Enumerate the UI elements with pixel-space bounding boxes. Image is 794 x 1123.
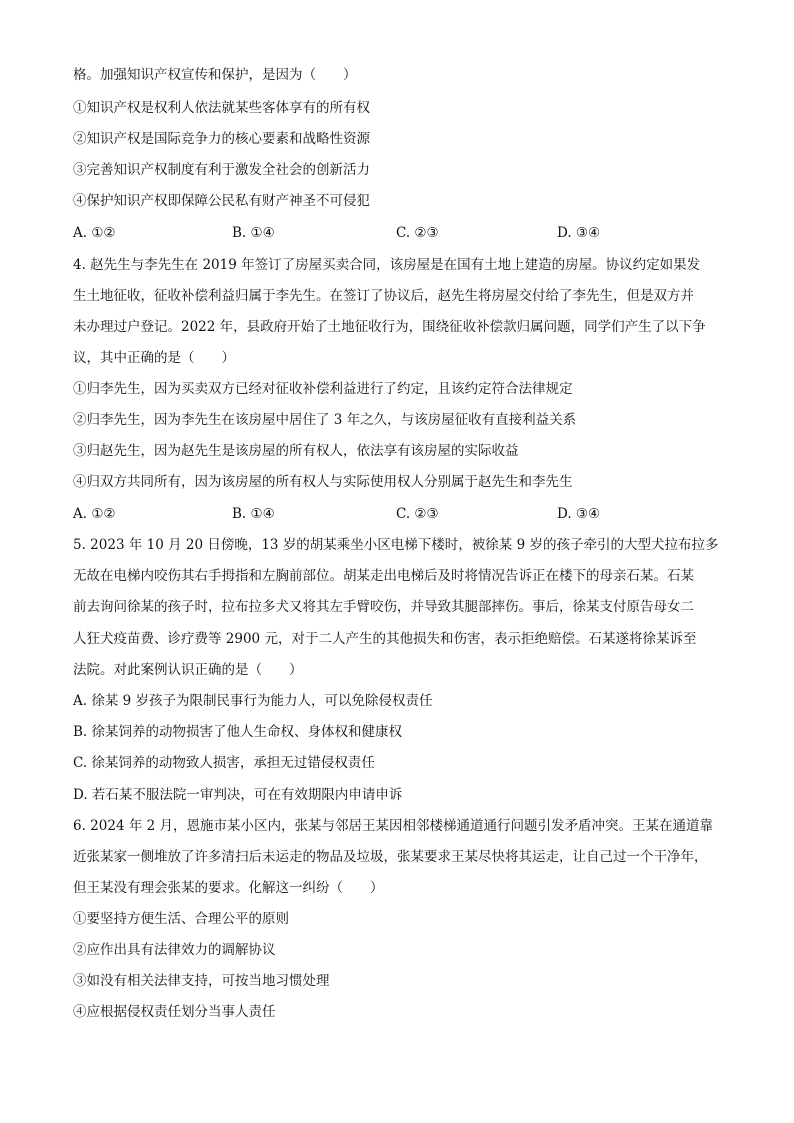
q4-option-b: B. ①④: [232, 506, 275, 522]
q4-item-2: ②归李先生，因为李先生在该房屋中居住了 3 年之久，与该房屋征收有直接利益关系: [73, 412, 577, 428]
q6-stem-line-2: 近张某家一侧堆放了许多清扫后未运走的物品及垃圾，张某要求王某尽快将其运走，让自己过一个干净年，: [73, 849, 708, 865]
q6-item-3: ③如没有相关法律支持，可按当地习惯处理: [73, 973, 330, 989]
q3-option-a: A. ①②: [73, 225, 116, 241]
q4-option-a: A. ①②: [73, 506, 116, 522]
q5-option-d: D. 若石某不服法院一审判决，可在有效期限内申请申诉: [73, 787, 403, 803]
q4-stem-line-1: 4. 赵先生与李先生在 2019 年签订了房屋买卖合同，该房屋是在国有土地上建造的房屋。协议约定如果发: [73, 257, 701, 273]
q6-stem-line-1: 6. 2024 年 2 月，恩施市某小区内，张某与邻居王某因相邻楼梯通道通行问题引发矛盾冲突。王某在通道靠: [73, 818, 713, 834]
q5-stem-line-1: 5. 2023 年 10 月 20 日傍晚，13 岁的胡某乘坐小区电梯下楼时，被徐某 9 岁的孩子牵引的大型犬拉布拉多: [73, 537, 719, 553]
q6-item-4: ④应根据侵权责任划分当事人责任: [73, 1004, 276, 1020]
q5-option-a: A. 徐某 9 岁孩子为限制民事行为能力人，可以免除侵权责任: [73, 693, 433, 709]
q5-stem-line-2: 无故在电梯内咬伤其右手拇指和左胸前部位。胡某走出电梯后及时将情况告诉正在楼下的母亲石某。石某: [73, 568, 694, 584]
q3-item-3: ③完善知识产权制度有利于激发全社会的创新活力: [73, 162, 370, 178]
q4-item-3: ③归赵先生，因为赵先生是该房屋的所有权人，依法享有该房屋的实际收益: [73, 443, 519, 459]
q3-item-2: ②知识产权是国际竞争力的核心要素和战略性资源: [73, 131, 370, 147]
q6-item-2: ②应作出具有法律效力的调解协议: [73, 942, 276, 958]
q5-option-c: C. 徐某饲养的动物致人损害，承担无过错侵权责任: [73, 755, 375, 771]
q3-option-b: B. ①④: [232, 225, 275, 241]
q4-stem-line-2: 生土地征收，征收补偿利益归属于李先生。在签订了协议后，赵先生将房屋交付给了李先生，但是双方并: [73, 288, 694, 304]
q4-option-d: D. ③④: [557, 506, 601, 522]
q3-stem: 格。加强知识产权宣传和保护，是因为（ ）: [73, 67, 357, 83]
q4-stem-line-3: 未办理过户登记。2022 年，县政府开始了土地征收行为，围绕征收补偿款归属问题，同学们产生了以下争: [73, 319, 706, 335]
q5-stem-line-5: 法院。对此案例认识正确的是（ ）: [73, 662, 303, 678]
q4-item-1: ①归李先生，因为买卖双方已经对征收补偿利益进行了约定，且该约定符合法律规定: [73, 381, 573, 397]
q5-stem-line-3: 前去询问徐某的孩子时，拉布拉多犬又将其左手臂咬伤，并导致其腿部摔伤。事后，徐某支付原告母女二: [73, 599, 694, 615]
q4-stem-line-4: 议，其中正确的是（ ）: [73, 350, 235, 366]
q3-option-d: D. ③④: [557, 225, 601, 241]
q5-option-b: B. 徐某饲养的动物损害了他人生命权、身体权和健康权: [73, 724, 403, 740]
q3-option-c: C. ②③: [396, 225, 439, 241]
q4-option-c: C. ②③: [396, 506, 439, 522]
q3-item-4: ④保护知识产权即保障公民私有财产神圣不可侵犯: [73, 193, 370, 209]
q5-stem-line-4: 人狂犬疫苗费、诊疗费等 2900 元，对于二人产生的其他损失和伤害，表示拒绝赔偿。石某遂将徐某诉至: [73, 631, 697, 647]
q3-item-1: ①知识产权是权利人依法就某些客体享有的所有权: [73, 100, 370, 116]
q6-item-1: ①要坚持方便生活、合理公平的原则: [73, 911, 289, 927]
q4-item-4: ④归双方共同所有，因为该房屋的所有权人与实际使用权人分别属于赵先生和李先生: [73, 474, 573, 490]
q6-stem-line-3: 但王某没有理会张某的要求。化解这一纠纷（ ）: [73, 880, 384, 896]
